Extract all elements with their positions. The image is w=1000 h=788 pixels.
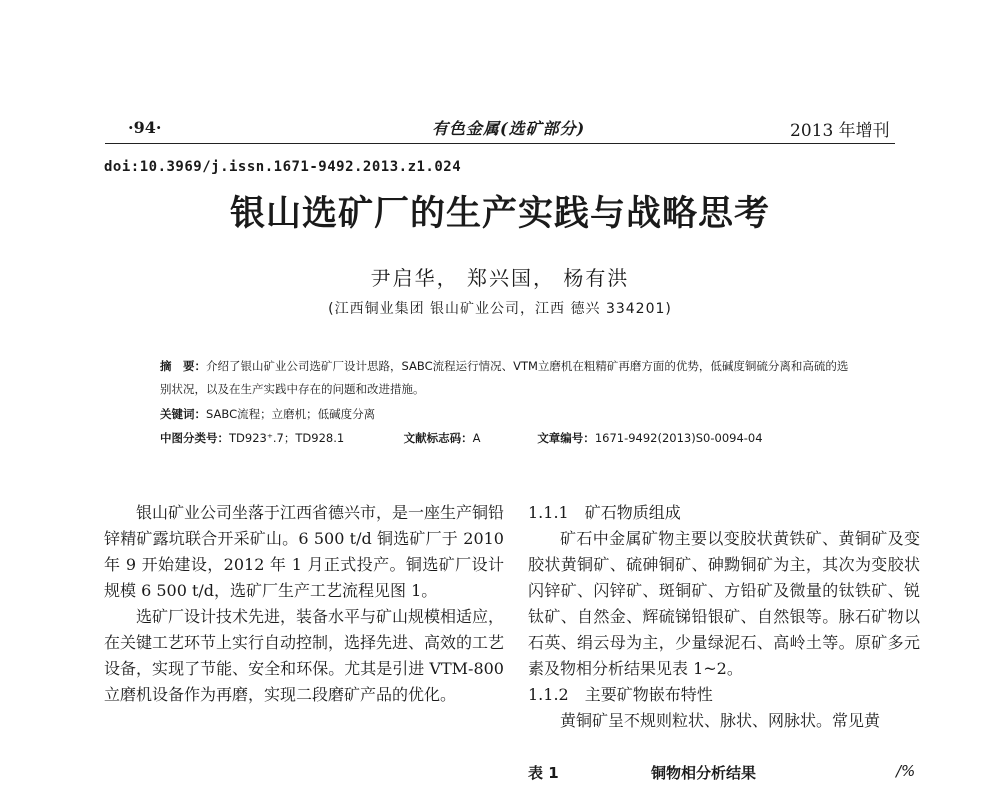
doc-label: 文献标志码：: [403, 431, 473, 445]
authors: 尹启华， 郑兴国， 杨有洪: [370, 266, 630, 290]
classification-row: [160, 427, 850, 450]
clc-label: 中图分类号：: [160, 431, 229, 445]
body-paragraph: 黄铜矿呈不规则粒状、脉状、网脉状。常见黄: [560, 711, 881, 730]
article-title: 银山选矿厂的生产实践与战略思考: [229, 193, 770, 234]
abstract-label: 摘 要：: [160, 359, 206, 373]
doc-code: [404, 427, 534, 450]
issue-label: 2013 年增刊: [790, 121, 890, 141]
body-right-column: [528, 500, 920, 734]
doi: doi:10.3969/j.issn.1671-9492.2013.z1.024: [104, 159, 462, 175]
section-heading-1-1-1: 1.1.1 矿石物质组成: [528, 503, 681, 522]
body-paragraph: 选矿厂设计技术先进，装备水平与矿山规模相适应，在关键工艺环节上实行自动控制，选择先进、高效的工艺设备，实现了节能、安全和环保。尤其是引进 VTM-800 立磨机设备作为再磨，实现二段磨矿产品的优化。: [104, 607, 505, 704]
header-rule: [105, 143, 895, 144]
abstract: [160, 355, 850, 401]
table-label: 表 1: [528, 764, 559, 782]
art-value: 1671-9492(2013)S0-0094-04: [594, 431, 763, 445]
body-paragraph: 矿石中金属矿物主要以变胶状黄铁矿、黄铜矿及变胶状黄铜矿、硫砷铜矿、砷黝铜矿为主，其次为变胶状闪锌矿、闪锌矿、斑铜矿、方铅矿及微量的钛铁矿、锐钛矿、自然金、辉硫锑铅银矿、自然银等。脉石矿物以石英、绢云母为主，少量绿泥石、高岭土等。原矿多元素及物相分析结果见表 1~2。: [528, 529, 920, 678]
table-unit: /%: [896, 762, 916, 780]
section-heading-1-1-2: 1.1.2 主要矿物嵌布特性: [528, 685, 713, 704]
art-label: 文章编号：: [537, 431, 595, 445]
body-left-column: [104, 500, 504, 708]
journal-name: 有色金属(选矿部分): [432, 119, 586, 138]
doc-value: A: [472, 431, 481, 445]
page-number: ·94·: [128, 118, 162, 137]
keywords: [160, 403, 850, 426]
abstract-text: 介绍了银山矿业公司选矿厂设计思路，SABC流程运行情况、VTM立磨机在粗精矿再磨方面的优势，低碱度铜硫分离和高硫的选别状况，以及在生产实践中存在的问题和改进措施。: [160, 359, 849, 396]
clc-value: TD923⁺.7；TD928.1: [229, 431, 345, 445]
affiliation: (江西铜业集团 银山矿业公司，江西 德兴 334201): [328, 301, 672, 317]
body-paragraph: 银山矿业公司坐落于江西省德兴市，是一座生产铜铅锌精矿露坑联合开采矿山。6 500 t/d 铜选矿厂于 2010 年 9 开始建设，2012 年 1 月正式投产。铜选矿厂设计规模 6 500 t/d，选矿厂生产工艺流程见图 1。: [104, 503, 505, 600]
keywords-label: 关键词：: [160, 407, 206, 421]
table-name: 铜物相分析结果: [651, 764, 757, 782]
keywords-text: SABC流程；立磨机；低碱度分离: [206, 407, 376, 421]
article-number: [537, 427, 762, 450]
clc-code: [160, 427, 400, 450]
